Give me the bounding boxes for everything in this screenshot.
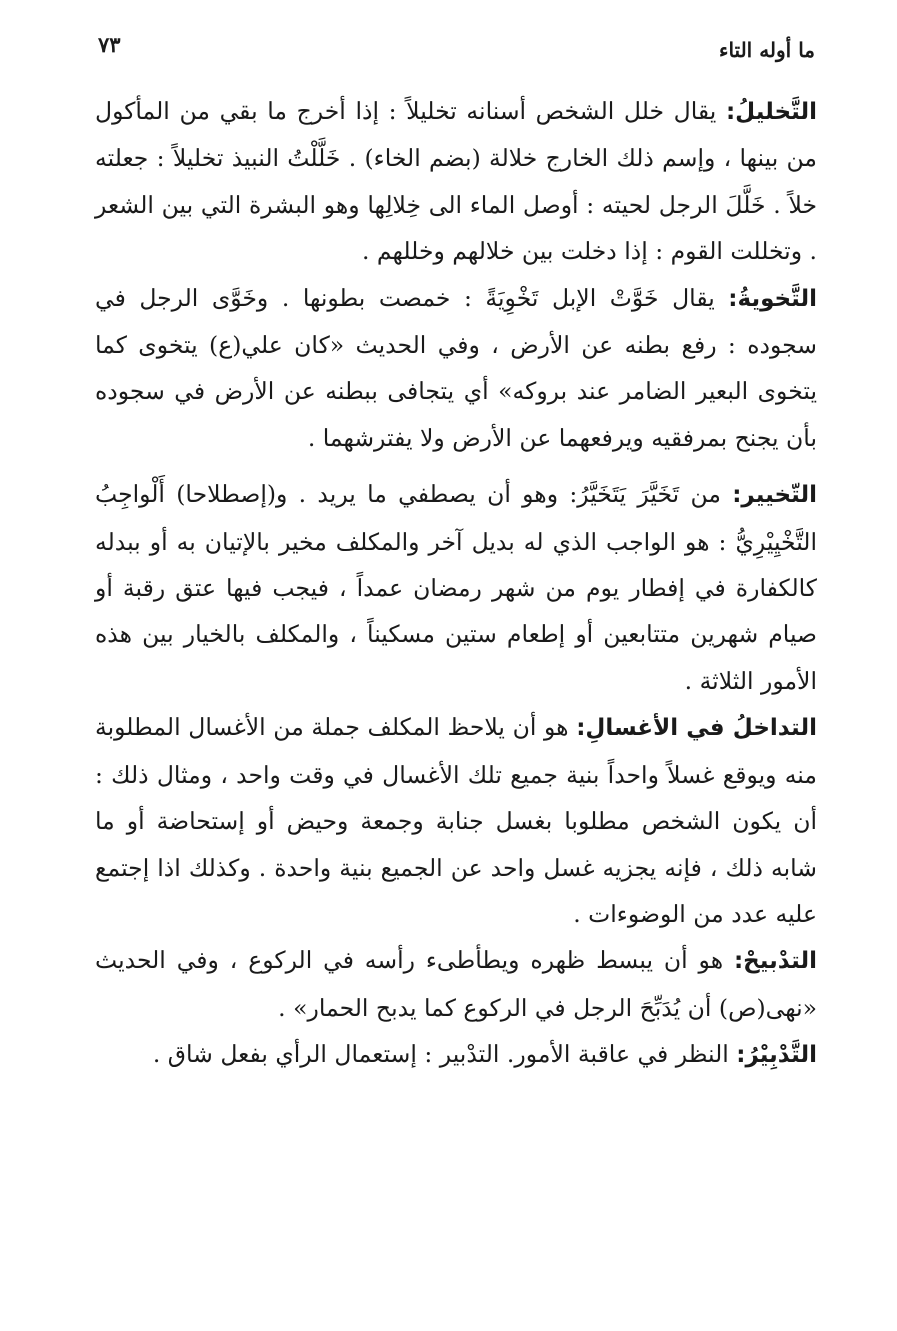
entry-takhyir <box>95 471 817 704</box>
entry-term: التداخلُ في الأغسالِ: <box>576 715 817 742</box>
entry-definition: هو أن يبسط ظهره ويطأطىء رأسه في الركوع ، وفي الحديث «نهى(ص) أن يُدَبِّحَ الرجل في الركوع كما يدبح الحمار» . <box>95 946 817 1022</box>
header-title: ما أوله التاء <box>719 38 815 62</box>
running-header <box>98 32 815 72</box>
entry-tadakhul <box>95 704 817 937</box>
entry-definition: يقال خلل الشخص أسنانه تخليلاً : إذا أخرج ما بقي من المأكول من بينها ، وإسم ذلك الخارج خلالة (بضم الخاء) . خَلَّلْتُ النبيذ تخليلاً : جعلته خلاً . خَلَّلَ الرجل لحيته : أوصل الماء الى خِلالِها وهو البشرة التي بين الشعر . وتخللت القوم : إذا دخلت بين خلالهم وخللهم . <box>95 97 817 266</box>
entry-definition: يقال خَوَّتْ الإبل تَخْوِيَةً : خمصت بطونها . وخَوَّى الرجل في سجوده : رفع بطنه عن الأرض ، وفي الحديث «كان علي(ع) يتخوى كما يتخوى البعير الضامر عند بروكه» أي يتجافى ببطنه عن الأرض في سجوده بأن يجنح بمرفقيه ويرفعهما عن الأرض ولا يفترشهما . <box>95 283 817 452</box>
entry-definition: هو أن يلاحظ المكلف جملة من الأغسال المطلوبة منه ويوقع غسلاً واحداً بنية جميع تلك الأغسال في وقت واحد ، ومثال ذلك : أن يكون الشخص مطلوبا بغسل جنابة وجمعة وحيض أو إستحاضة أو ما شابه ذلك ، فإنه يجزيه غسل واحد عن الجميع بنية واحدة . وكذلك اذا إجتمع عليه عدد من الوضوءات . <box>95 713 817 928</box>
entry-tadbih <box>95 937 817 1031</box>
entry-term: التدْبيحْ: <box>733 948 817 975</box>
entry-takhwiya <box>95 275 817 462</box>
page-number: ٧٣ <box>98 32 121 57</box>
entry-definition: النظر في عاقبة الأمور. التدْبير : إستعمال الرأي بفعل شاق . <box>152 1040 729 1069</box>
entry-term: التَّخويةُ: <box>728 285 817 312</box>
entry-takhlil <box>95 88 817 275</box>
dictionary-body <box>95 88 817 1079</box>
entry-definition: من تَخَيَّرَ يَتَخَيَّرُ: وهو أن يصطفي ما يريد . و(إصطلاحا) أَلْواجِبُ التَّخْيِيْرِيُّ : هو الواجب الذي له بديل آخر والمكلف مخير بالإتيان به أو ببدله كالكفارة في إفطار يوم من شهر رمضان عمداً ، فيجب فيها عتق رقبة أو صيام شهرين متتابعين أو إطعام ستين مسكيناً ، والمكلف بالخيار بين هذه الأمور الثلاثة . <box>95 480 817 695</box>
entry-term: التَّدْبِيْرُ: <box>736 1042 817 1069</box>
entry-term: التّخيير: <box>732 482 817 509</box>
entry-term: التَّخليلُ: <box>725 99 817 125</box>
entry-tadbir <box>95 1031 817 1078</box>
